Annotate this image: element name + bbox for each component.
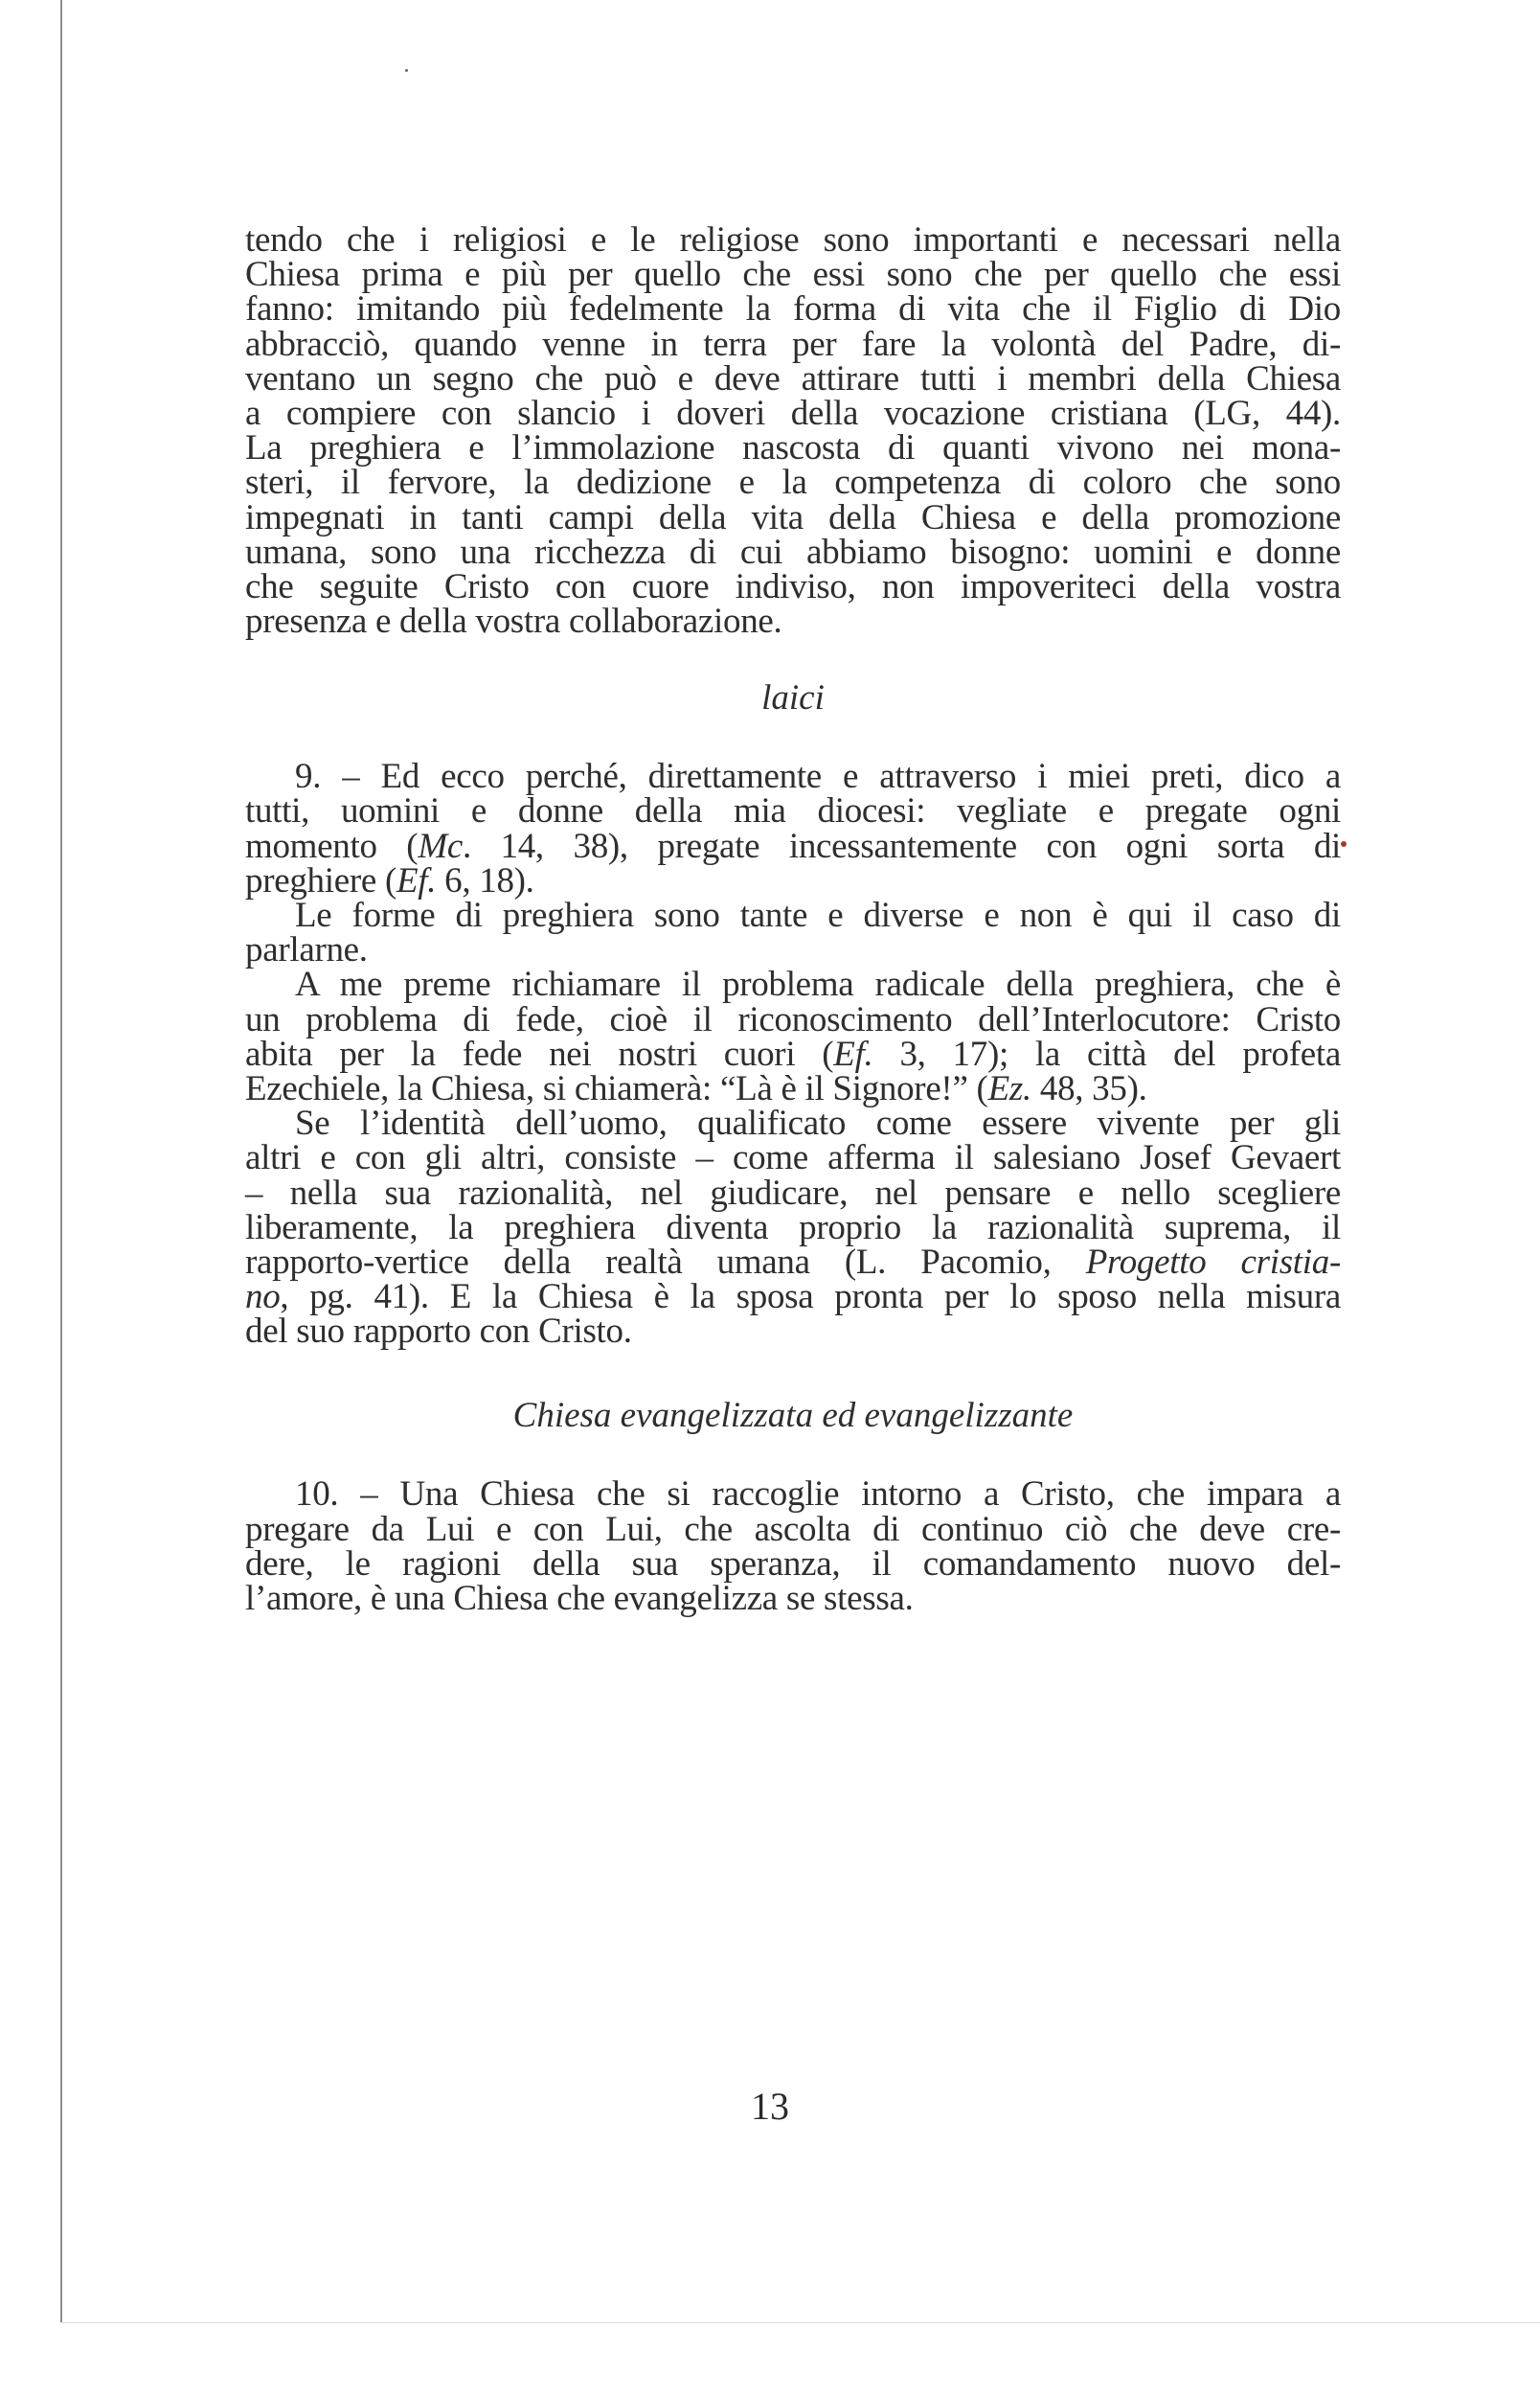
- text-line: del suo rapporto con Cristo.: [245, 1312, 632, 1352]
- text-line: Le forme di preghiera sono tante e diverse e non è qui il caso di: [295, 896, 1341, 935]
- paragraph-problema: [245, 965, 1342, 1108]
- paragraph-10: [245, 1474, 1341, 1618]
- italic-reference: Progetto cristia-: [1085, 1242, 1341, 1282]
- text-column: [245, 220, 1342, 1618]
- italic-reference: Mc: [418, 826, 463, 866]
- text-line: abbracciò, quando venne in terra per fare la volontà del Padre, di-: [245, 324, 1341, 364]
- text-line: a compiere con slancio i doveri della vocazione cristiana (LG, 44).: [245, 393, 1341, 433]
- paragraph-religiosi: [245, 220, 1341, 642]
- text-line: – nella sua razionalità, nel giudicare, nel pensare e nello scegliere: [245, 1173, 1341, 1213]
- text-line: Se l’identità dell’uomo, qualificato come essere vivente per gli: [295, 1104, 1341, 1144]
- text-line: La preghiera e l’immolazione nascosta di quanti vivono nei mona-: [245, 428, 1341, 468]
- text-line: preghiere (Ef. 6, 18).: [245, 860, 534, 901]
- text-line: altri e con gli altri, consiste – come afferma il salesiano Josef Gevaert: [245, 1138, 1341, 1178]
- text-line: dere, le ragioni della sua speranza, il comandamento nuovo del-: [245, 1543, 1341, 1584]
- text-line: ventano un segno che può e deve attirare tutti i membri della Chiesa: [245, 358, 1341, 399]
- section-heading-laici: laici: [761, 678, 825, 719]
- text-line: Ezechiele, la Chiesa, si chiamerà: “Là è il Signore!” (Ez. 48, 35).: [245, 1068, 1147, 1108]
- text-line: che seguite Cristo con cuore indiviso, non impoveriteci della vostra: [245, 566, 1341, 606]
- section-heading-chiesa-evangelizzata: Chiesa evangelizzata ed evangelizzante: [512, 1396, 1074, 1436]
- text-line: tutti, uomini e donne della mia diocesi: vegliate e pregate ogni: [245, 791, 1341, 832]
- dust-speck: [405, 69, 408, 72]
- italic-reference: Ez.: [987, 1068, 1031, 1108]
- text-line: rapporto-vertice della realtà umana (L. Pacomio, Progetto cristia-: [245, 1242, 1341, 1282]
- text-line: pregare da Lui e con Lui, che ascolta di continuo ciò che deve cre-: [245, 1509, 1341, 1549]
- text-line: no, pg. 41). E la Chiesa è la sposa pronta per lo sposo nella misura: [245, 1277, 1341, 1317]
- text-line: umana, sono una ricchezza di cui abbiamo bisogno: uomini e donne: [245, 532, 1341, 572]
- text-line: fanno: imitando più fedelmente la forma di vita che il Figlio di Dio: [245, 289, 1341, 330]
- italic-reference: Ef.: [833, 1034, 873, 1074]
- text-line: abita per la fede nei nostri cuori (Ef. 3, 17); la città del profeta: [245, 1034, 1342, 1074]
- text-line: presenza e della vostra collaborazione.: [245, 602, 782, 642]
- text-line: 9. – Ed ecco perché, direttamente e attraverso i miei preti, dico a: [295, 757, 1341, 797]
- page-edge-left: [60, 0, 62, 2323]
- text-line: l’amore, è una Chiesa che evangelizza se stessa.: [245, 1579, 914, 1618]
- paragraph-identita: [245, 1104, 1341, 1352]
- italic-reference: Ef.: [396, 860, 437, 901]
- red-speck: [1341, 841, 1347, 847]
- text-line: tendo che i religiosi e le religiose sono importanti e necessari nella: [245, 220, 1341, 260]
- italic-reference: no: [245, 1277, 281, 1317]
- text-line: 10. – Una Chiesa che si raccoglie intorno a Cristo, che impara a: [295, 1474, 1341, 1515]
- text-line: A me preme richiamare il problema radicale della preghiera, che è: [295, 965, 1341, 1005]
- text-line: Chiesa prima e più per quello che essi sono che per quello che essi: [245, 255, 1341, 295]
- page-edge-bottom: [60, 2322, 1540, 2323]
- text-line: liberamente, la preghiera diventa proprio la razionalità suprema, il: [245, 1207, 1341, 1247]
- text-line: momento (Mc. 14, 38), pregate incessantemente con ogni sorta di: [245, 826, 1341, 866]
- paragraph-forme: [245, 896, 1341, 970]
- paragraph-9: [245, 757, 1341, 901]
- text-line: parlarne.: [245, 930, 368, 970]
- text-line: steri, il fervore, la dedizione e la competenza di coloro che sono: [245, 463, 1341, 503]
- text-line: un problema di fede, cioè il riconoscimento dell’Interlocutore: Cristo: [245, 999, 1341, 1039]
- page-number: 13: [751, 2085, 789, 2128]
- text-line: impegnati in tanti campi della vita della Chiesa e della promozione: [245, 497, 1341, 537]
